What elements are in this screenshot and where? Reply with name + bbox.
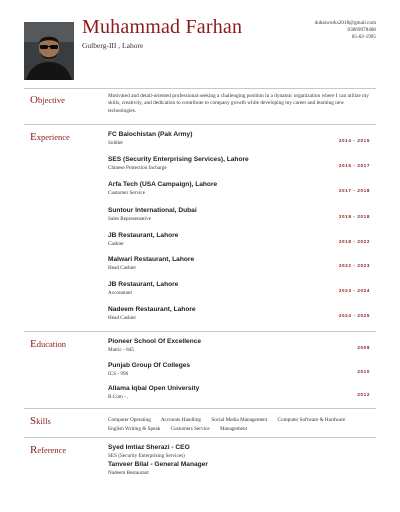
education-detail: B.Com - ,	[108, 394, 129, 400]
experience-role: Customer Service	[108, 190, 146, 196]
experience-role: Chinese Protection Incharge	[108, 165, 167, 171]
education-school: Pioneer School Of Excellence	[108, 338, 202, 345]
section-title-objective: Objective	[30, 94, 65, 106]
experience-dates: 2022 - 2023	[338, 263, 370, 268]
skill-item: Computer Operating	[108, 417, 151, 423]
experience-role: Cashier	[108, 241, 124, 247]
education-school: Punjab Group Of Colleges	[108, 362, 191, 369]
divider	[24, 408, 376, 409]
skill-item: English Writing & Speak	[108, 425, 161, 432]
education-detail: Matric - 845	[108, 347, 134, 353]
experience-item	[108, 131, 376, 146]
experience-role: Sales Representative	[108, 216, 152, 222]
reference-item	[108, 461, 376, 476]
reference-name: Tanveer Bilal - General Manager	[108, 461, 208, 468]
divider	[24, 437, 376, 438]
experience-company: JB Restaurant, Lahore	[108, 281, 179, 288]
experience-company: JB Restaurant, Lahore	[108, 232, 179, 239]
experience-item	[108, 232, 376, 247]
experience-company: Malwari Restaurant, Lahore	[108, 256, 195, 263]
experience-company: Arfa Tech (USA Campaign), Lahore	[108, 181, 218, 188]
section-title-reference: Reference	[30, 444, 67, 456]
experience-item	[108, 281, 376, 296]
skill-item: Computer Software & Hardware	[277, 417, 346, 423]
experience-dates: 2015 - 2017	[338, 163, 370, 168]
experience-role: Soldier	[108, 140, 123, 146]
skills-list	[108, 416, 370, 433]
education-item	[108, 338, 376, 353]
section-title-education: Education	[30, 338, 67, 350]
phone-text: 03069978480	[347, 27, 376, 33]
experience-role: Accountant	[108, 290, 132, 296]
experience-item	[108, 156, 376, 171]
experience-role: Head Cashier	[108, 265, 137, 271]
experience-dates: 2024 - 2025	[338, 313, 370, 318]
experience-role: Head Cashier	[108, 315, 137, 321]
experience-company: SES (Security Enterprising Services), Lahore	[108, 156, 249, 163]
education-item	[108, 362, 376, 377]
skill-item: Management	[219, 425, 248, 432]
reference-org: Nadeem Restaurant	[108, 470, 149, 476]
education-item	[108, 385, 376, 400]
experience-item	[108, 207, 376, 222]
experience-item	[108, 306, 376, 321]
skill-item: Customers Service	[170, 425, 210, 432]
resume-header	[0, 0, 400, 86]
divider	[24, 88, 376, 89]
reference-item	[108, 444, 376, 459]
profile-photo	[24, 22, 74, 80]
dob-text: 05-02-1995	[351, 34, 376, 40]
experience-dates: 2017 - 2018	[338, 188, 370, 193]
candidate-location: Gulberg-III , Lahore	[82, 41, 144, 50]
divider	[24, 331, 376, 332]
reference-org: SES (Security Enterprising Services)	[108, 453, 185, 459]
experience-company: Suntour International, Dubai	[108, 207, 197, 214]
education-year: 2010	[357, 369, 370, 374]
skill-item: Accounts Handling	[160, 417, 202, 423]
experience-company: FC Balochistan (Pak Army)	[108, 131, 193, 138]
experience-dates: 2023 - 2024	[338, 288, 370, 293]
experience-item	[108, 256, 376, 271]
education-detail: ICS - 996	[108, 371, 129, 377]
objective-text: Motivated and detail-oriented professional seeking a challenging position in a dynamic organization where I can utilize my skills, creativity, and dedication to contribute to company growth while developing my career and learning new technologies.	[108, 93, 369, 114]
skill-item: Social Media Management	[211, 417, 268, 423]
email-text[interactable]: dubaiworks2018@gmail.com	[314, 20, 376, 26]
candidate-name: Muhammad Farhan	[82, 16, 243, 38]
contact-block	[315, 20, 376, 41]
education-school: Allama Iqbal Open University	[108, 385, 200, 392]
experience-item	[108, 181, 376, 196]
experience-company: Nadeem Restaurant, Lahore	[108, 306, 196, 313]
experience-dates: 2014 - 2015	[338, 138, 370, 143]
section-title-experience: Experience	[30, 131, 70, 143]
education-year: 2008	[357, 345, 370, 350]
divider	[24, 124, 376, 125]
experience-dates: 2018 - 2018	[338, 214, 370, 219]
reference-name: Syed Imtiaz Sherazi - CEO	[108, 444, 190, 451]
section-title-skills: Skills	[30, 415, 51, 427]
experience-dates: 2018 - 2022	[338, 239, 370, 244]
education-year: 2012	[357, 392, 370, 397]
